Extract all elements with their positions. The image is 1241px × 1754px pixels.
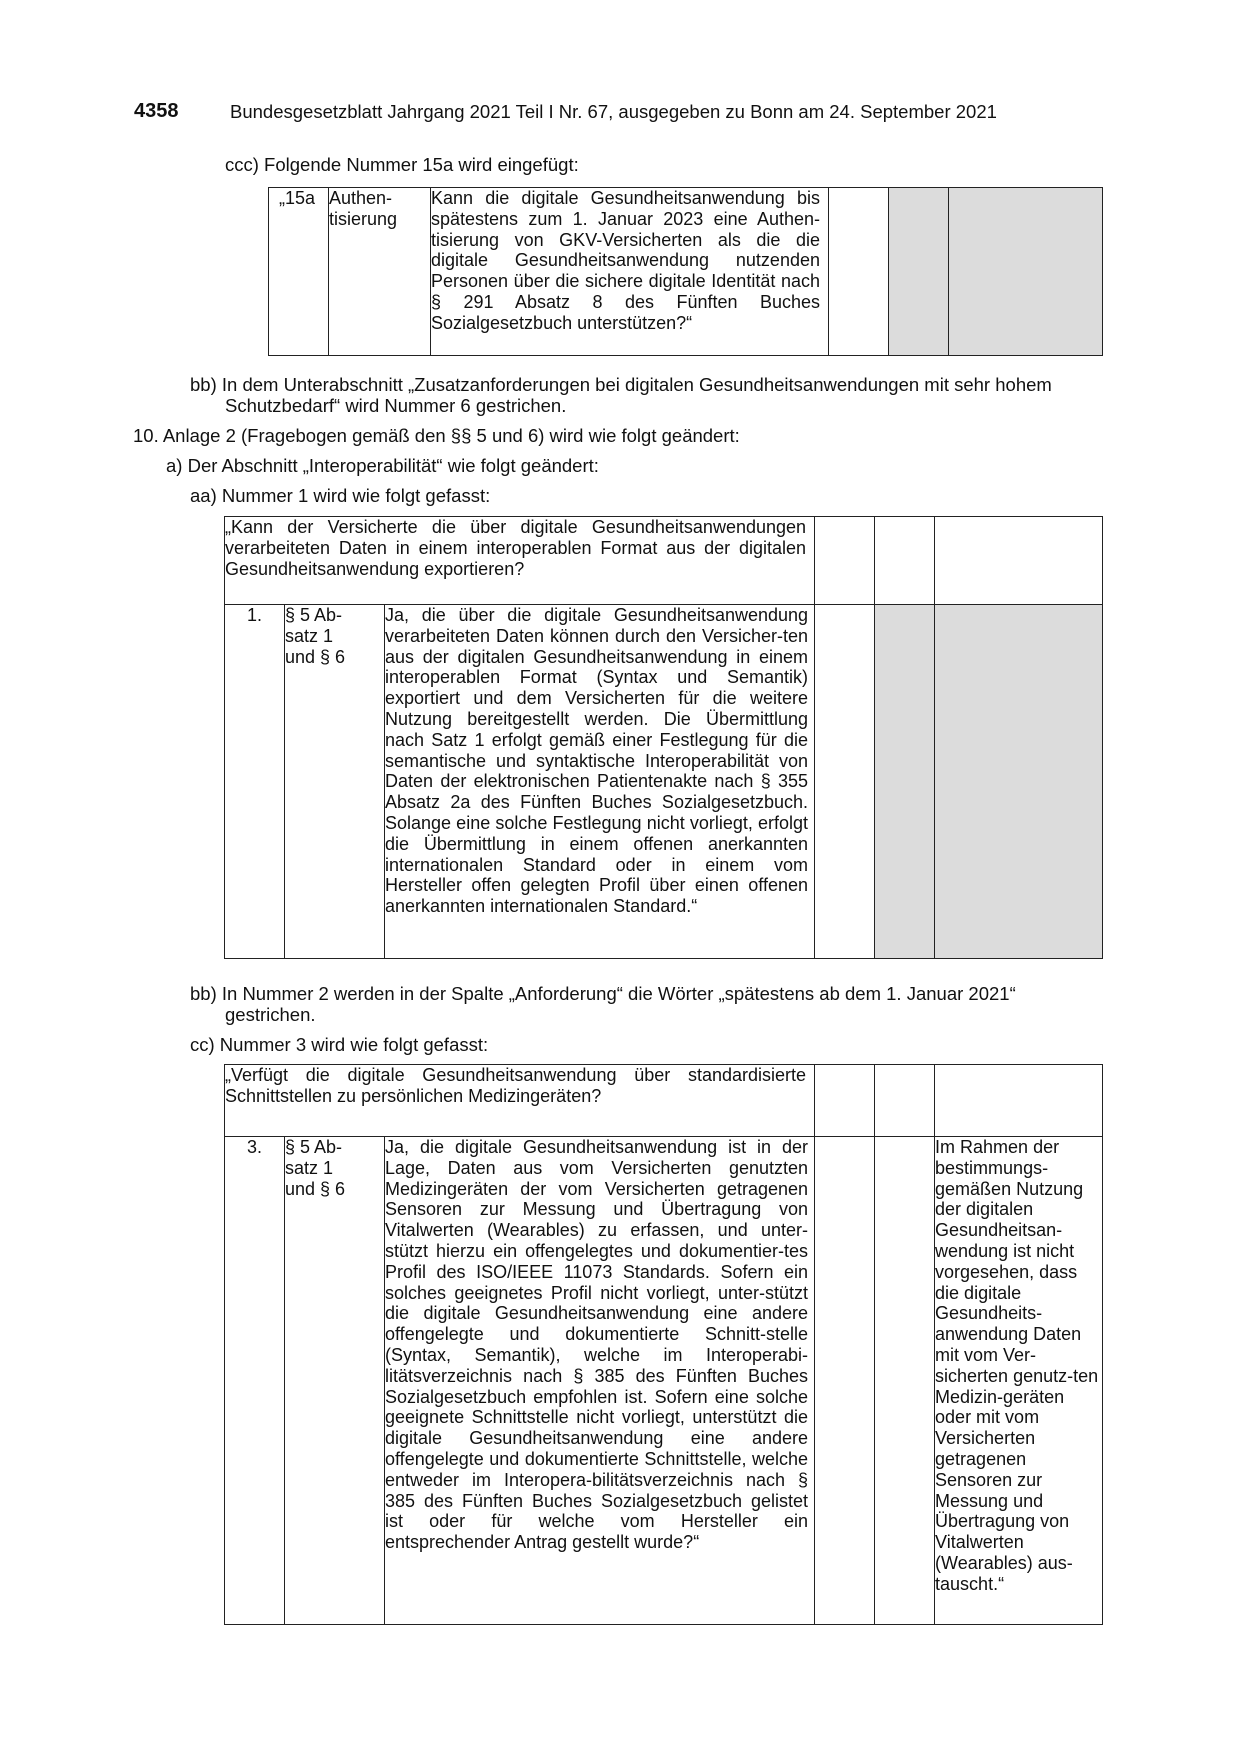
table-1-gray-cell: [935, 605, 1103, 959]
amendment-bb-2-line2: gestrichen.: [225, 1004, 316, 1025]
table-1-question: „Kann der Versicherte die über digitale Gesundheitsanwendungen verarbeiteten Daten in einem interoperablen Format aus der digitalen Gesundheitsanwendung exportieren?: [225, 517, 815, 605]
item-cc: cc) Nummer 3 wird wie folgt gefasst:: [190, 1034, 489, 1055]
table-3-empty-cell: [815, 1065, 875, 1137]
table-3-reference: § 5 Ab- satz 1 und § 6: [285, 1137, 385, 1625]
item-10: 10. Anlage 2 (Fragebogen gemäß den §§ 5 und 6) wird wie folgt geändert:: [133, 425, 740, 446]
item-aa: aa) Nummer 1 wird wie folgt gefasst:: [190, 485, 491, 506]
table-1-empty-cell: [935, 517, 1103, 605]
table-3-question: „Verfügt die digitale Gesundheitsanwendung über standardisierte Schnittstellen zu persönlichen Medizingeräten?: [225, 1065, 815, 1137]
page-header-title: Bundesgesetzblatt Jahrgang 2021 Teil I Nr. 67, ausgegeben zu Bonn am 24. September 2021: [230, 101, 997, 122]
table-1-answer: Ja, die über die digitale Gesundheitsanwendung verarbeiteten Daten können durch den Versicher-ten aus der digitalen Gesundheitsanwendung in einem interoperablen Format (Syntax und Semantik) exportiert und dem Versicherten für die weitere Nutzung bereitgestellt werden. Die Übermittlung nach Satz 1 erfolgt gemäß einer Festlegung für die semantische und syntaktische Interoperabilität von Daten der elektronischen Patientenakte nach § 355 Absatz 2a des Fünften Buches Sozialgesetzbuch. Solange eine solche Festlegung nicht vorliegt, erfolgt die Übermittlung in einem offenen anerkannten internationalen Standard oder in einem vom Hersteller offen gelegten Profil über einen offenen anerkannten internationalen Standard.“: [385, 605, 815, 959]
table-15a-number: „15a: [269, 188, 329, 356]
table-1-empty-cell: [815, 605, 875, 959]
table-number-3: [224, 1064, 1103, 1625]
amendment-ccc: ccc) Folgende Nummer 15a wird eingefügt:: [225, 154, 579, 175]
table-1-number: 1.: [225, 605, 285, 959]
table-1-empty-cell: [815, 517, 875, 605]
table-3-empty-cell: [935, 1065, 1103, 1137]
table-15a: [268, 187, 1103, 356]
table-15a-gray-cell: [949, 188, 1103, 356]
table-3-answer: Ja, die digitale Gesundheitsanwendung ist in der Lage, Daten aus vom Versicherten genutzten Medizingeräten der vom Versicherten getragenen Sensoren zur Messung und Übertragung von Vitalwerten (Wearables) zu erfassen, und unter-stützt hierzu ein offengelegtes und dokumentier-tes Profil des ISO/IEEE 11073 Standards. Sofern ein solches geeignetes Profil nicht vorliegt, unter-stützt die digitale Gesundheitsanwendung eine andere offengelegte und dokumentierte Schnitt-stelle (Syntax, Semantik), welche im Interoperabi-litätsverzeichnis nach § 385 des Fünften Buches Sozialgesetzbuch empfohlen ist. Sofern eine solche geeignete Schnittstelle nicht vorliegt, unterstützt die digitale Gesundheitsanwendung eine andere offengelegte und dokumentierte Schnittstelle, welche entweder im Interopera-bilitätsverzeichnis nach § 385 des Fünften Buches Sozialgesetzbuch gelistet ist oder für welche vom Hersteller ein entsprechender Antrag gestellt wurde?“: [385, 1137, 815, 1625]
table-number-1: [224, 516, 1103, 959]
table-15a-gray-cell: [889, 188, 949, 356]
table-3-empty-cell: [875, 1137, 935, 1625]
table-3-empty-cell: [875, 1065, 935, 1137]
table-15a-label: Authen- tisierung: [329, 188, 431, 356]
amendment-bb-2-line1: bb) In Nummer 2 werden in der Spalte „Anforderung“ die Wörter „spätestens ab dem 1. Januar 2021“: [190, 983, 1016, 1004]
table-3-number: 3.: [225, 1137, 285, 1625]
table-15a-text: Kann die digitale Gesundheitsanwendung bis spätestens zum 1. Januar 2023 eine Authen-tisierung von GKV-Versicherten als die die digitale Gesundheitsanwendung nutzenden Personen über die sichere digitale Identität nach § 291 Absatz 8 des Fünften Buches Sozialgesetzbuch unterstützen?“: [431, 188, 829, 356]
table-1-reference: § 5 Ab- satz 1 und § 6: [285, 605, 385, 959]
item-a: a) Der Abschnitt „Interoperabilität“ wie folgt geändert:: [166, 455, 599, 476]
table-15a-empty-cell: [829, 188, 889, 356]
page-number: 4358: [134, 100, 179, 122]
table-1-empty-cell: [875, 517, 935, 605]
amendment-bb-1-line1: bb) In dem Unterabschnitt „Zusatzanforderungen bei digitalen Gesundheitsanwendungen mit sehr hohem: [190, 374, 1052, 395]
table-1-gray-cell: [875, 605, 935, 959]
amendment-bb-1-line2: Schutzbedarf“ wird Nummer 6 gestrichen.: [225, 395, 567, 416]
table-3-empty-cell: [815, 1137, 875, 1625]
table-3-note: Im Rahmen der bestimmungs-gemäßen Nutzung der digitalen Gesundheitsan-wendung ist nicht vorgesehen, dass die digitale Gesundheits-anwendung Daten mit vom Ver-sicherten genutz-ten Medizin-geräten oder mit vom Versicherten getragenen Sensoren zur Messung und Übertragung von Vitalwerten (Wearables) aus-tauscht.“: [935, 1137, 1103, 1625]
